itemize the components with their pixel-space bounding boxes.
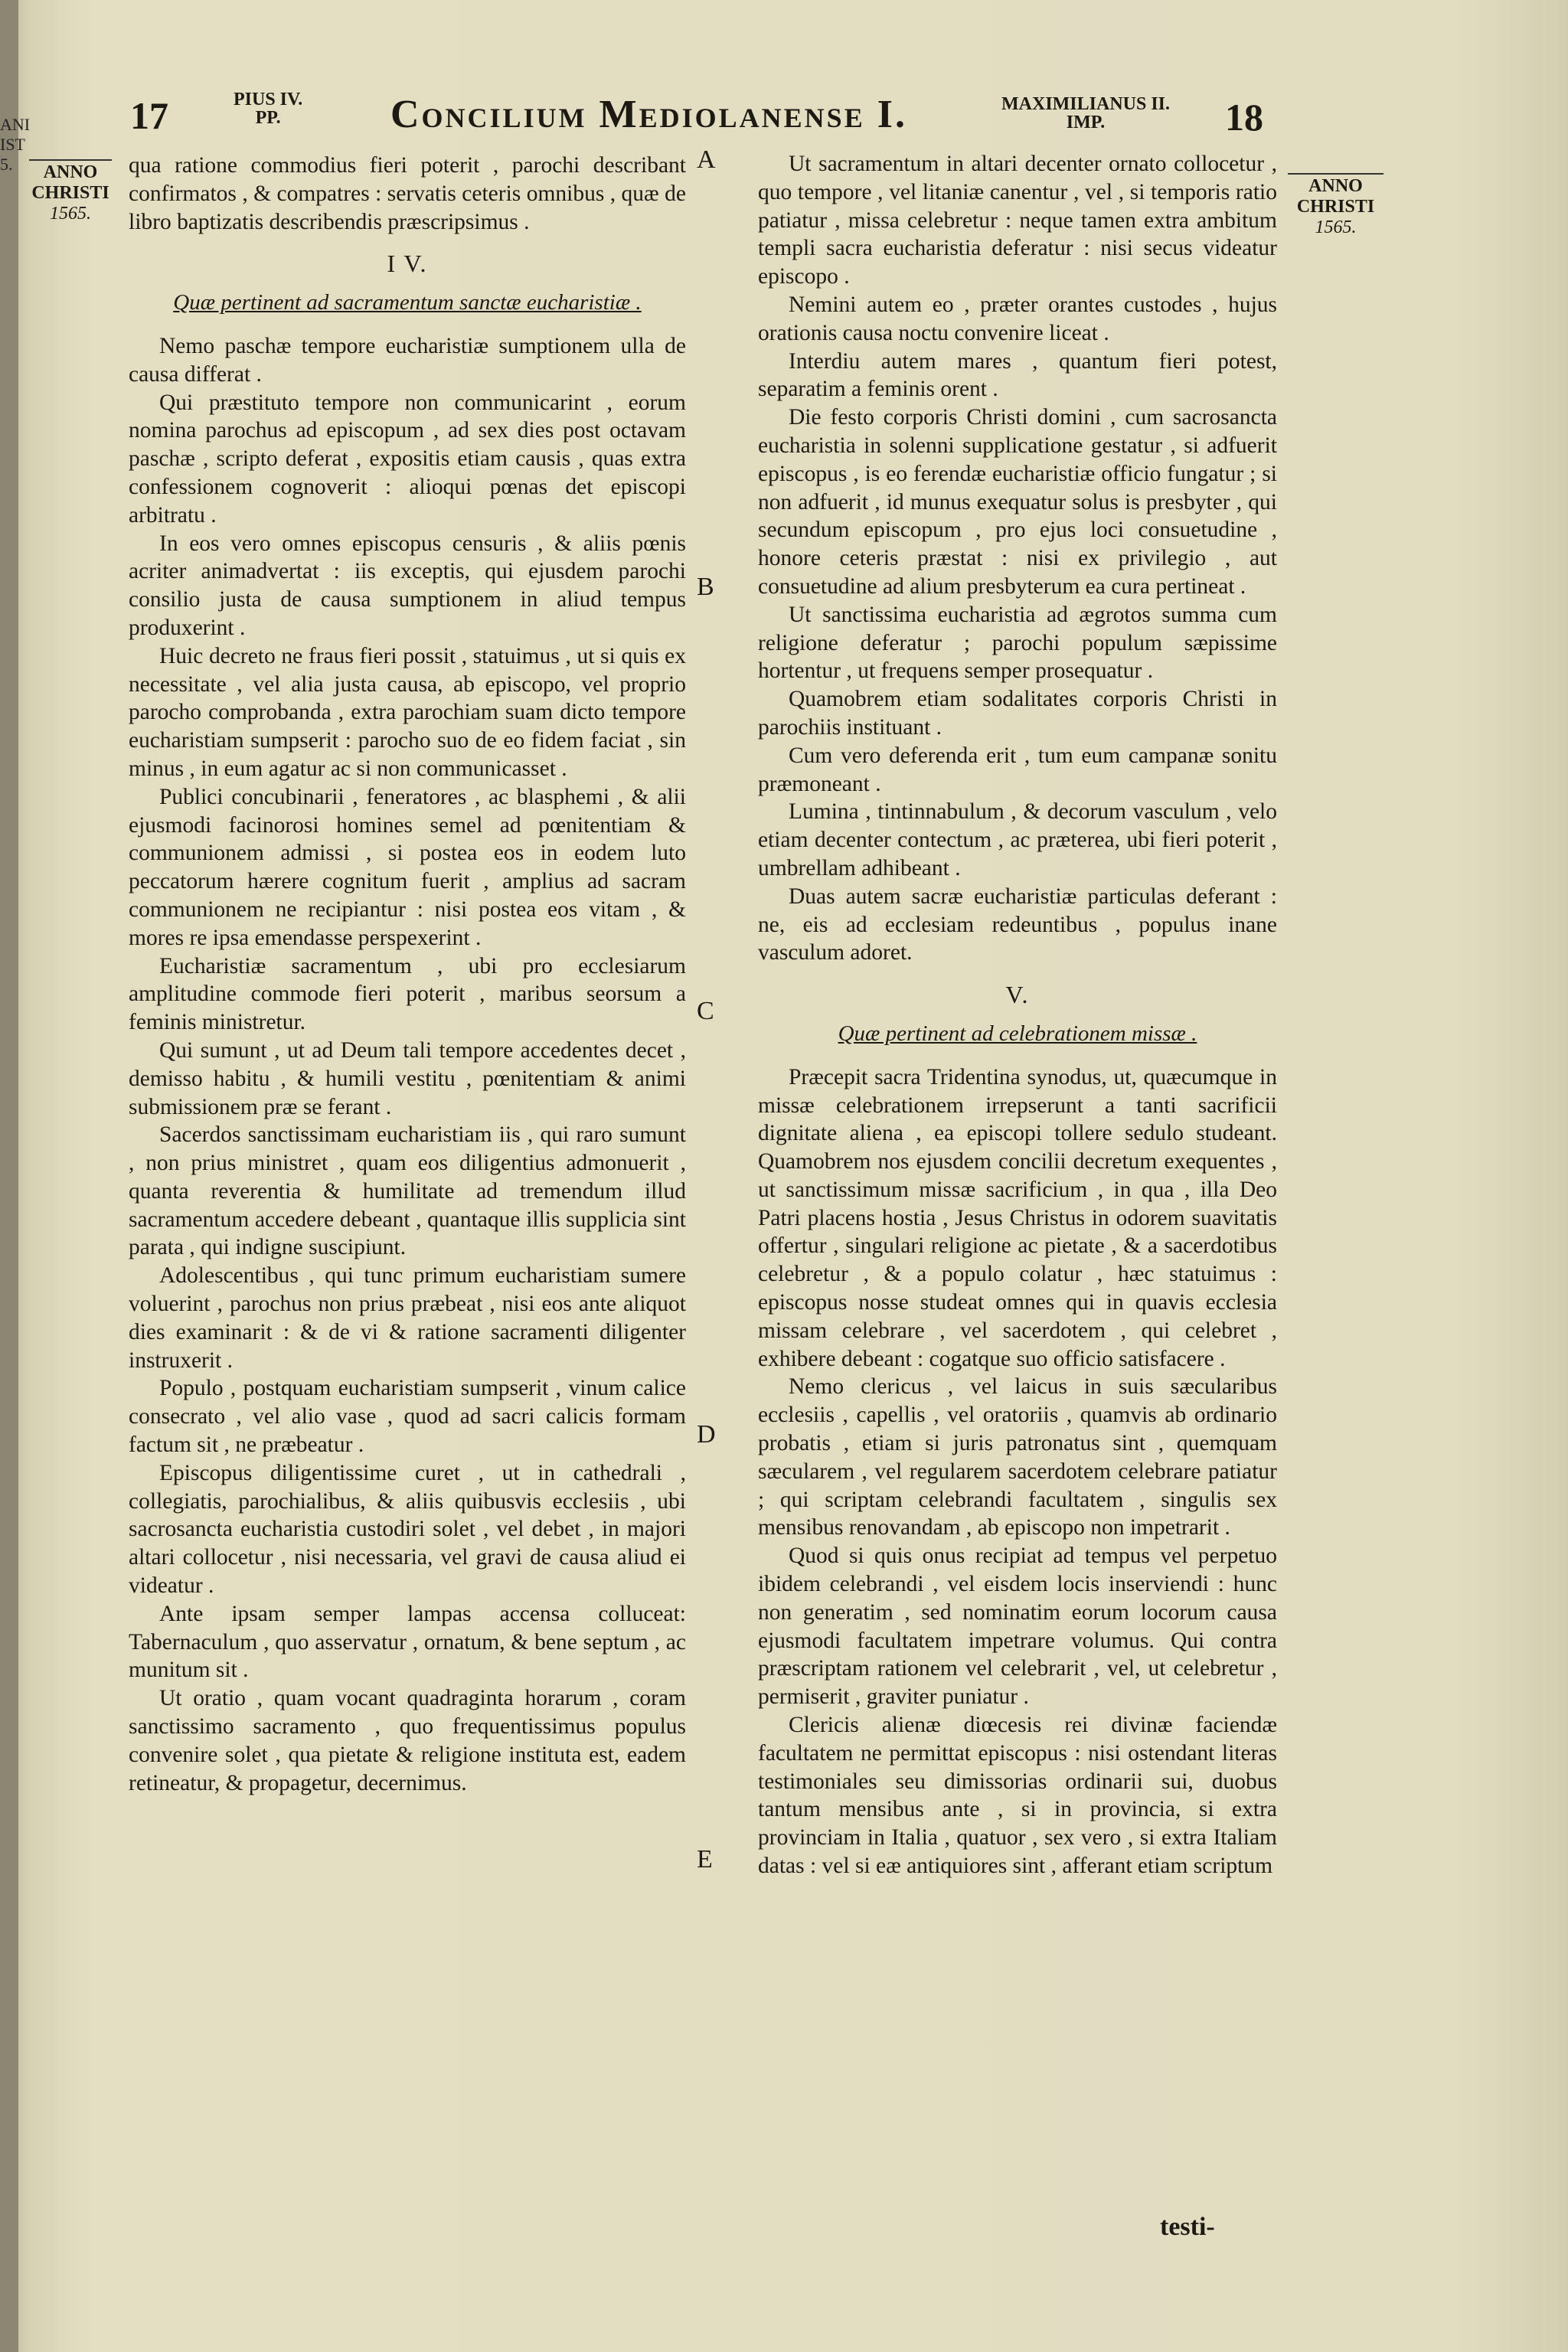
paragraph: Nemo clericus , vel laicus in suis sæcularibus ecclesiis , capellis , vel oratoriis , quamvis ab ordinario probatis , etiam si juris patronatus sint , quemquam sæcularem , vel regularem sacerdotem celebrare patiatur ; qui scriptam celebrandi facultatem , singulis sex mensibus renovandam , ab episcopo non impetrarit .: [758, 1374, 1277, 1540]
paragraph: Episcopus diligentissime curet , ut in cathedrali , collegiatis, parochialibus, & aliis quibusvis ecclesiis , ubi sacrosancta eucharistia custodiri solet , vel debet , in majori altari collocetur , nisi necessaria, vel gravi de causa aliud ei videatur .: [129, 1460, 686, 1599]
paragraph: Ante ipsam semper lampas accensa colluceat: Tabernaculum , quo asservatur , ornatum, & bene septum , ac munitum sit .: [129, 1601, 686, 1683]
section-marker-b: B: [697, 573, 714, 601]
emperor-name: MAXIMILIANUS II.: [1001, 94, 1171, 114]
page-title: Concilium Mediolanense I.: [390, 93, 907, 136]
pope-name: PIUS IV.: [234, 90, 303, 109]
section-number: V.: [1005, 981, 1030, 1009]
paragraph: Quamobrem etiam sodalitates corporis Christi in parochiis instituant .: [758, 687, 1277, 740]
side-note-year: 1565.: [50, 204, 91, 224]
paragraph: Qui sumunt , ut ad Deum tali tempore accedentes decet , demisso habitu , & humili vestitu , pœnitentiam & animi submissionem præ se ferant .: [129, 1037, 686, 1119]
section-marker-d: D: [697, 1420, 716, 1449]
paragraph: Nemo paschæ tempore eucharistiæ sumptionem ulla de causa differat .: [129, 333, 686, 387]
paragraph: Ut sanctissima eucharistia ad ægrotos summa cum religione deferatur ; parochi populum sæpissime hortentur , ut frequens semper prosequatur .: [758, 602, 1277, 684]
side-note-year: 1565.: [1315, 217, 1357, 237]
running-header: [0, 84, 1568, 145]
gutter-fragment: ANI: [0, 115, 31, 134]
right-column: [758, 150, 1277, 1880]
side-note-right: [1288, 173, 1383, 238]
paragraph: Ut oratio , quam vocant quadraginta horarum , coram sanctissimo sacramento , quo frequentissimus populus convenire solet , qua pietate & religione instituta est, eadem retineatur, & propagetur, decernimus.: [129, 1686, 686, 1795]
paragraph: Sacerdos sanctissimam eucharistiam iis , qui raro sumunt , non prius ministret , quam eos diligentius admonuerit , quanta reverentia & humilitate ad tremendum illud sacramentum accedere debeant , quantaque illis supplicia sint parata , qui indigne suscipiunt.: [129, 1122, 686, 1260]
pope-heading: [234, 90, 302, 127]
paragraph: Die festo corporis Christi domini , cum sacrosancta eucharistia in solenni supplicatione gestatur , si adfuerit episcopus , is eo ferendæ eucharistiæ officio fungatur ; si non adfuerit , id munus exequatur solus is presbyter , qui secundum episcopum , pro ejus loci consuetudine , honore ceteris præstat : nisi ex privilegio , aut consuetudine ad alium presbyterum ea cura pertineat .: [758, 405, 1277, 599]
emperor-heading: [1001, 95, 1170, 132]
side-note-anno: ANNO: [43, 162, 98, 182]
paragraph: Clericis alienæ diœcesis rei divinæ faciendæ facultatem ne permittat episcopus : nisi ostendant literas testimoniales seu dimissorias ordinarii sui, duobus tantum mensibus ante , si in provincia, si extra provinciam in Italia , quatuor , sex vero , si extra Italiam datas : vel si eæ antiquiores sint , afferant etiam scriptum: [758, 1713, 1277, 1879]
section-number: I V.: [387, 250, 428, 278]
page-number-right: 18: [1225, 96, 1263, 139]
paragraph: In eos vero omnes episcopus censuris , & aliis pœnis acriter animadvertat : iis exceptis, qui ejusdem parochi consilio justa de causa sumptionem in aliud tempus produxerint .: [129, 531, 686, 640]
paragraph: Nemini autem eo , præter orantes custodes , hujus orationis causa noctu convenire liceat .: [758, 292, 1277, 345]
paragraph: Ut sacramentum in altari decenter ornato collocetur , quo tempore , vel litaniæ canentur , vel , si temporis ratio patiatur , missa celebretur : neque tamen extra ambitum templi sacra eucharistia deferatur : nisi secus videatur episcopo .: [758, 152, 1277, 289]
section-title: Quæ pertinent ad sacramentum sanctæ eucharistiæ .: [173, 290, 642, 315]
paragraph: Populo , postquam eucharistiam sumpserit , vinum calice consecrato , vel alio vase , quod ad sacri calicis formam factum sit , ne præbeatur .: [129, 1376, 686, 1458]
side-note-christi: CHRISTI: [31, 183, 109, 203]
catchword: testi-: [1160, 2213, 1215, 2241]
emperor-title: IMP.: [1066, 113, 1106, 132]
paragraph: qua ratione commodius fieri poterit , parochi describant confirmatos , & compatres : servatis ceteris omnibus , quæ de libro baptizatis describendis præscripsimus .: [129, 153, 686, 234]
paragraph: Interdiu autem mares , quantum fieri potest, separatim a feminis orent .: [758, 348, 1277, 402]
page-number-left: 17: [130, 94, 168, 137]
paragraph: Adolescentibus , qui tunc primum eucharistiam sumere voluerint , parochus non prius præbeat , nisi eos ante aliquot dies examinarit : & de vi & ratione sacramenti diligenter instruxerit .: [129, 1263, 686, 1373]
paragraph: Publici concubinarii , feneratores , ac blasphemi , & alii ejusmodi facinorosi homines semel ad pœnitentiam & communionem admissi , si postea eos in eodem luto peccatorum hærere cognitum fuerit , amplius ad sacram communionem ne recipiantur : nisi postea eos vitam , & mores re ipsa emendasse perspexerint .: [129, 784, 686, 950]
side-note-left: [29, 159, 112, 224]
gutter-fragment: 5.: [0, 155, 13, 174]
left-column: [129, 152, 686, 1797]
pope-title: PP.: [255, 108, 281, 128]
paragraph: Quod si quis onus recipiat ad tempus vel perpetuo ibidem celebrandi , vel eisdem locis inserviendi : hunc non generatim , sed nominatim eorum locorum causa ejusmodi facultatem impetrare volumus. Qui contra præscriptam rationem vel celebrarit , vel, ut celebretur , permiserit , graviter puniatur .: [758, 1544, 1277, 1710]
side-note-anno: ANNO: [1308, 176, 1363, 196]
side-note-christi: CHRISTI: [1296, 197, 1375, 217]
paragraph: Lumina , tintinnabulum , & decorum vasculum , velo etiam decenter contectum , ac præterea, ubi fieri poterit , umbrellam adhibeant .: [758, 799, 1277, 880]
paragraph: Duas autem sacræ eucharistiæ particulas deferant : ne, eis ad ecclesiam redeuntibus , populus inane vasculum adoret.: [758, 884, 1277, 965]
section-marker-e: E: [697, 1845, 713, 1873]
section-marker-c: C: [697, 997, 714, 1025]
paragraph: Qui præstituto tempore non communicarint , eorum nomina parochus ad episcopum , ad sex dies post octavam paschæ , scripto deferat , expositis etiam causis , quas extra confessionem cognoverit : alioqui pœnas det episcopi arbitratu .: [129, 390, 686, 528]
gutter-fragment: IST: [0, 135, 25, 154]
paragraph: Huic decreto ne fraus fieri possit , statuimus , ut si quis ex necessitate , vel alia justa causa, ab episcopo, vel proprio parocho comprobanda , extra parochiam suam dicto tempore eucharistiam sumpserit : parocho suo de eo fidem faciat , sin minus , in eum agatur ac si non communicasset .: [129, 643, 686, 781]
section-marker-a: A: [697, 145, 716, 174]
page-gutter: [0, 0, 31, 2352]
paragraph: Cum vero deferenda erit , tum eum campanæ sonitu præmoneant .: [758, 743, 1277, 796]
paragraph: Eucharistiæ sacramentum , ubi pro ecclesiarum amplitudine commode fieri poterit , maribus seorsum a feminis ministretur.: [129, 953, 686, 1035]
paragraph: Præcepit sacra Tridentina synodus, ut, quæcumque in missæ celebrationem irrepserunt a tanti sacrificii dignitate aliena , ea episcopi tollere sedulo studeant. Quamobrem nos ejusdem concilii decretum exequentes , ut sanctissimum missæ sacrificium , in qua , illa Deo Patri placens hostia , Jesus Christus in odorem suavitatis offertur , singulari religione ac pietate , & a sacerdotibus celebretur , & a populo colatur , hæc statuimus : episcopus nosse studeat omnes qui in quavis ecclesia missam celebrare , vel sacerdotem , qui celebret , exhibere debeant : cogatque suo officio satisfacere .: [758, 1064, 1277, 1371]
section-title: Quæ pertinent ad celebrationem missæ .: [838, 1021, 1197, 1046]
